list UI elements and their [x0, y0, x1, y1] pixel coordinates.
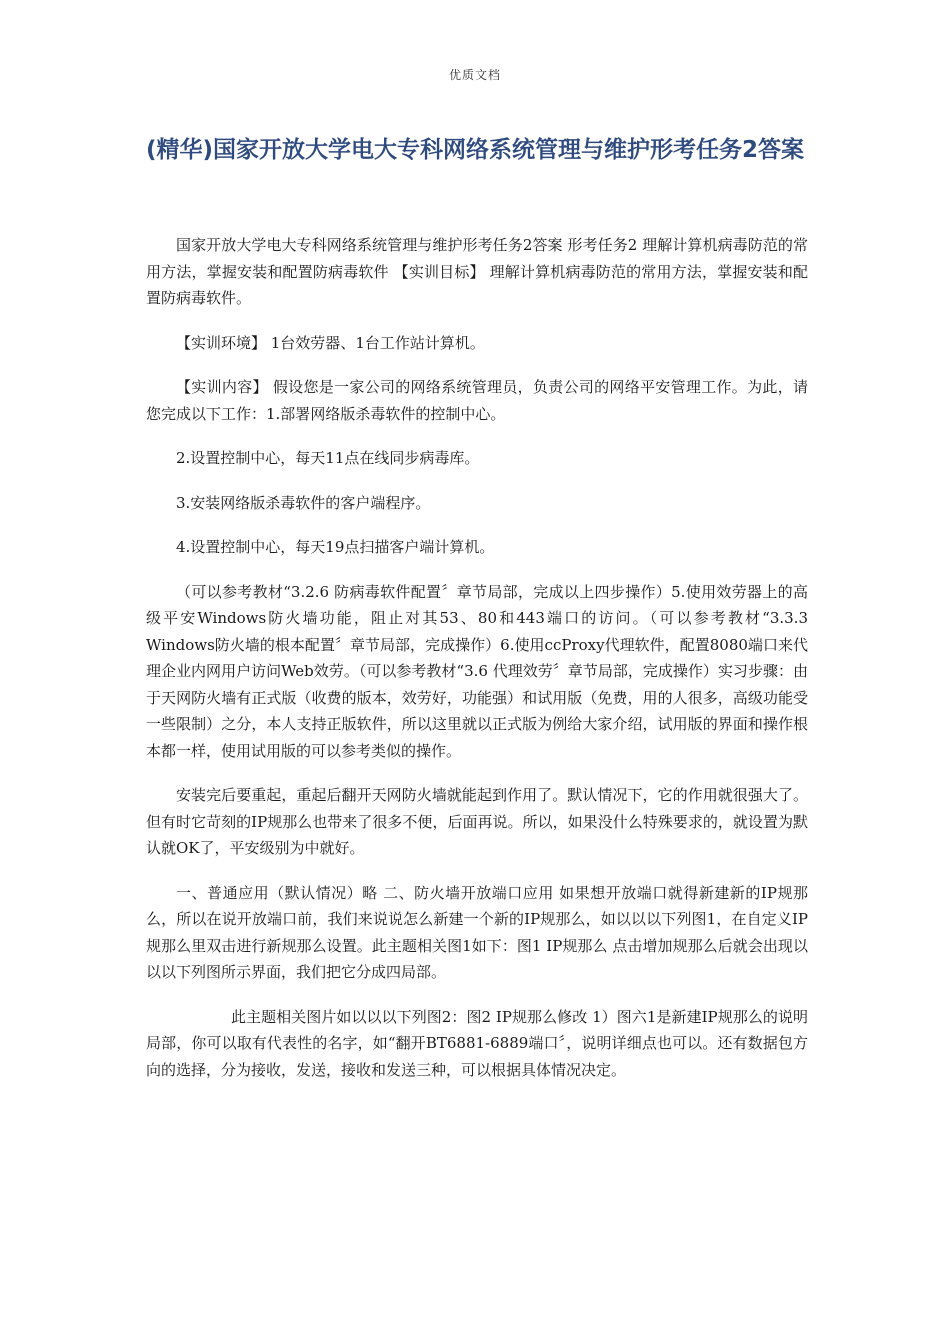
paragraph: 2.设置控制中心，每天11点在线同步病毒库。 — [176, 449, 480, 467]
paragraph: 【实训环境】 1台效劳器、1台工作站计算机。 — [176, 333, 485, 352]
paragraph: 3.安装网络版杀毒软件的客户端程序。 — [176, 493, 431, 512]
paragraph: 此主题相关图片如以以以下列图2：图2 IP规那么修改 1）图六1是新建IP规那么的说明局部，你可以取有代表性的名字，如“翻开BT6881-6889端口〞，说明详细点也可以。还有数据包方向的选择，分为接收，发送，接收和发送三种，可以根据具体情况决定。 — [146, 1007, 808, 1079]
document-title: (精华)国家开放大学电大专科网络系统管理与维护形考任务2答案 — [145, 137, 805, 163]
paragraph: 【实训内容】 假设您是一家公司的网络系统管理员，负责公司的网络平安管理工作。为此，请您完成以下工作：1.部署网络版杀毒软件的控制中心。 — [146, 378, 808, 423]
paragraph: 4.设置控制中心，每天19点扫描客户端计算机。 — [176, 538, 495, 556]
paragraph: 安装完后要重起，重起后翻开天网防火墙就能起到作用了。默认情况下，它的作用就很强大了。但有时它苛刻的IP规那么也带来了很多不便，后面再说。所以，如果没什么特殊要求的，就设置为默认就OK了，平安级别为中就好。 — [146, 786, 808, 857]
paragraph: 一、普通应用（默认情况）略 二、防火墙开放端口应用 如果想开放端口就得新建新的IP规那么，所以在说开放端口前，我们来说说怎么新建一个新的IP规那么，如以以以下列图1，在自定义IP规那么里双击进行新规那么设置。此主题相关图1如下：图1 IP规那么 点击增加规那么后就会出现以以以下列图所示界面，我们把它分成四局部。 — [146, 883, 808, 981]
page-header: 优质文档 — [448, 68, 501, 82]
paragraph: （可以参考教材“3.2.6 防病毒软件配置〞章节局部，完成以上四步操作）5.使用效劳器上的高级平安Windows防火墙功能，阻止对其53、80和443端口的访问。（可以参考教材“3.3.3 Windows防火墙的根本配置〞章节局部，完成操作）6.使用ccProxy代理软件，配置8080端口来代理企业内网用户访问Web效劳。（可以参考教材“3.6 代理效劳〞章节局部，完成操作）实习步骤：由于天网防火墙有正式版（收费的版本，效劳好，功能强）和试用版（免费，用的人很多，高级功能受一些限制）之分，本人支持正版软件，所以这里就以正式版为例给大家介绍，试用版的界面和操作根本都一样，使用试用版的可以参考类似的操作。 — [146, 582, 808, 760]
document-body — [146, 232, 808, 1101]
paragraph: 国家开放大学电大专科网络系统管理与维护形考任务2答案 形考任务2 理解计算机病毒防范的常用方法，掌握安装和配置防病毒软件 【实训目标】 理解计算机病毒防范的常用方法，掌握安装和配置防病毒软件。 — [146, 236, 808, 307]
